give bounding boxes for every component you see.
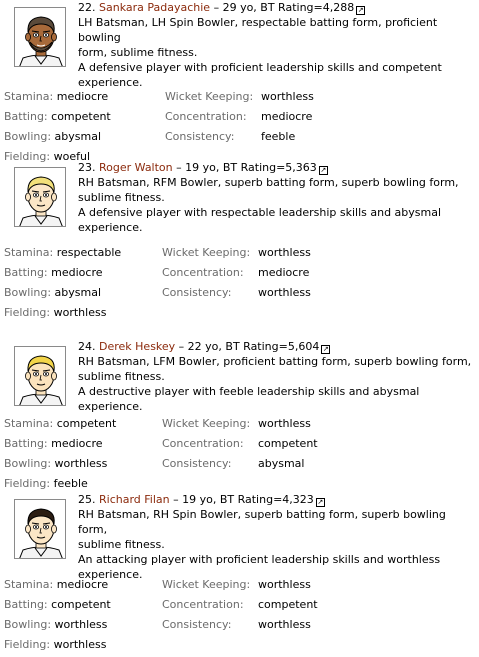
stat-stamina	[4, 244, 121, 262]
stat-label: Fielding:	[4, 477, 51, 490]
stat-value: worthless	[258, 246, 311, 259]
stat-label: Consistency:	[165, 130, 235, 143]
player-avatar	[14, 499, 66, 559]
stat-value: feeble	[53, 477, 88, 490]
stat-label: Wicket Keeping:	[165, 90, 254, 103]
stat-value: respectable	[56, 246, 122, 259]
external-link-icon[interactable]: ↗	[322, 345, 329, 353]
stat-consistency	[162, 616, 311, 634]
player-age-rating: – 22 yo, BT Rating=5,604	[175, 340, 320, 353]
stat-label: Wicket Keeping:	[162, 578, 251, 591]
player-header	[78, 492, 476, 507]
stat-label: Batting:	[4, 110, 48, 123]
external-link-icon[interactable]: ↗	[320, 166, 327, 174]
stat-consistency	[165, 128, 295, 146]
player-description-line: sublime fitness.	[78, 538, 165, 551]
player-avatar	[14, 346, 66, 406]
player-description-line: experience.	[78, 76, 143, 89]
player-age-rating: – 19 yo, BT Rating=5,363	[172, 161, 317, 174]
player-description-line: RH Batsman, LFM Bowler, proficient batting form, superb bowling form,	[78, 355, 472, 368]
stat-value: worthless	[258, 618, 311, 631]
stat-value: worthless	[53, 638, 107, 651]
stat-fielding	[4, 636, 106, 654]
stat-label: Stamina:	[4, 90, 54, 103]
stat-bowling	[4, 455, 107, 473]
player-description-line: LH Batsman, LH Spin Bowler, respectable batting form, proficient bowling	[78, 16, 438, 44]
player-header	[78, 160, 476, 175]
stat-fielding	[4, 475, 88, 493]
stat-value: competent	[258, 598, 318, 611]
stat-bowling	[4, 616, 107, 634]
stat-value: competent	[51, 598, 111, 611]
stat-value: abysmal	[54, 130, 102, 143]
stat-label: Batting:	[4, 266, 48, 279]
stat-wicket-keeping	[162, 415, 311, 433]
player-description-line: sublime fitness.	[78, 191, 165, 204]
stat-label: Wicket Keeping:	[162, 417, 251, 430]
player-info	[78, 160, 476, 235]
stat-label: Consistency:	[162, 457, 232, 470]
stat-label: Concentration:	[162, 598, 244, 611]
stat-batting	[4, 596, 111, 614]
player-card	[0, 339, 479, 499]
stat-label: Concentration:	[162, 266, 244, 279]
stat-label: Bowling:	[4, 457, 52, 470]
stat-value: competent	[51, 110, 111, 123]
player-info	[78, 492, 476, 582]
stat-value: abysmal	[54, 286, 102, 299]
stat-label: Concentration:	[165, 110, 247, 123]
stat-label: Stamina:	[4, 246, 54, 259]
stat-concentration	[162, 435, 318, 453]
player-info	[78, 339, 476, 414]
stat-value: competent	[258, 437, 318, 450]
stat-label: Fielding:	[4, 638, 51, 651]
stat-label: Stamina:	[4, 417, 54, 430]
player-description-line: experience.	[78, 221, 143, 234]
player-card	[0, 0, 479, 163]
stat-label: Bowling:	[4, 130, 52, 143]
stat-label: Batting:	[4, 598, 48, 611]
external-link-icon[interactable]: ↗	[317, 498, 324, 506]
stat-value: worthless	[54, 618, 108, 631]
player-number: 23.	[78, 161, 96, 174]
stat-label: Concentration:	[162, 437, 244, 450]
stat-value: feeble	[261, 130, 296, 143]
stat-value: worthless	[53, 306, 107, 319]
player-description-line: An attacking player with proficient leadership skills and worthless	[78, 553, 441, 566]
stat-value: worthless	[54, 457, 108, 470]
player-description-line: A defensive player with proficient leadership skills and competent	[78, 61, 442, 74]
player-avatar	[14, 7, 66, 67]
stat-value: mediocre	[258, 266, 310, 279]
player-info	[78, 0, 476, 90]
stat-value: worthless	[261, 90, 314, 103]
stat-consistency	[162, 284, 311, 302]
stat-wicket-keeping	[162, 576, 311, 594]
stat-stamina	[4, 88, 108, 106]
stat-consistency	[162, 455, 304, 473]
player-age-rating: – 29 yo, BT Rating=4,288	[210, 1, 355, 14]
stat-label: Batting:	[4, 437, 48, 450]
stat-value: mediocre	[56, 90, 109, 103]
stat-bowling	[4, 284, 101, 302]
player-description-line: sublime fitness.	[78, 370, 165, 383]
stat-batting	[4, 264, 103, 282]
player-description-line: A destructive player with feeble leadership skills and abysmal experience.	[78, 385, 420, 413]
stat-value: mediocre	[261, 110, 313, 123]
stat-label: Fielding:	[4, 306, 51, 319]
stat-value: abysmal	[258, 457, 305, 470]
stat-stamina	[4, 415, 116, 433]
player-card	[0, 492, 479, 652]
player-age-rating: – 19 yo, BT Rating=4,323	[169, 493, 314, 506]
stat-batting	[4, 108, 111, 126]
player-description-line: RH Batsman, RFM Bowler, superb batting form, superb bowling form,	[78, 176, 459, 189]
player-number: 25.	[78, 493, 96, 506]
stat-value: mediocre	[51, 437, 103, 450]
player-description-line: A defensive player with respectable leadership skills and abysmal	[78, 206, 442, 219]
stat-label: Bowling:	[4, 618, 52, 631]
stat-label: Bowling:	[4, 286, 52, 299]
player-number: 24.	[78, 340, 96, 353]
stat-stamina	[4, 576, 108, 594]
stat-concentration	[162, 264, 309, 282]
external-link-icon[interactable]: ↗	[357, 6, 364, 14]
stat-label: Consistency:	[162, 286, 232, 299]
player-description-line: experience.	[78, 568, 143, 581]
player-name-link[interactable]: Roger Walton	[99, 161, 173, 174]
stat-wicket-keeping	[162, 244, 311, 262]
stat-value: worthless	[258, 417, 311, 430]
stat-label: Consistency:	[162, 618, 232, 631]
stat-value: worthless	[258, 578, 311, 591]
player-number: 22.	[78, 1, 96, 14]
player-avatar	[14, 167, 66, 227]
player-description-line: RH Batsman, RH Spin Bowler, superb batting form, superb bowling form,	[78, 508, 446, 536]
stat-value: worthless	[258, 286, 311, 299]
stat-fielding	[4, 304, 106, 322]
stat-bowling	[4, 128, 101, 146]
stat-concentration	[162, 596, 318, 614]
stat-label: Wicket Keeping:	[162, 246, 251, 259]
player-name-link[interactable]: Sankara Padayachie	[99, 1, 211, 14]
player-name-link[interactable]: Derek Heskey	[99, 340, 176, 353]
stat-concentration	[165, 108, 312, 126]
stat-value: woeful	[53, 150, 91, 163]
stat-label: Fielding:	[4, 150, 51, 163]
player-header	[78, 339, 476, 354]
player-card	[0, 160, 479, 320]
player-description-line: form, sublime fitness.	[78, 46, 198, 59]
stat-value: mediocre	[56, 578, 109, 591]
stat-label: Stamina:	[4, 578, 54, 591]
stat-value: mediocre	[51, 266, 103, 279]
stat-wicket-keeping	[165, 88, 314, 106]
stat-value: competent	[56, 417, 117, 430]
stat-batting	[4, 435, 103, 453]
player-header	[78, 0, 476, 15]
player-name-link[interactable]: Richard Filan	[99, 493, 170, 506]
